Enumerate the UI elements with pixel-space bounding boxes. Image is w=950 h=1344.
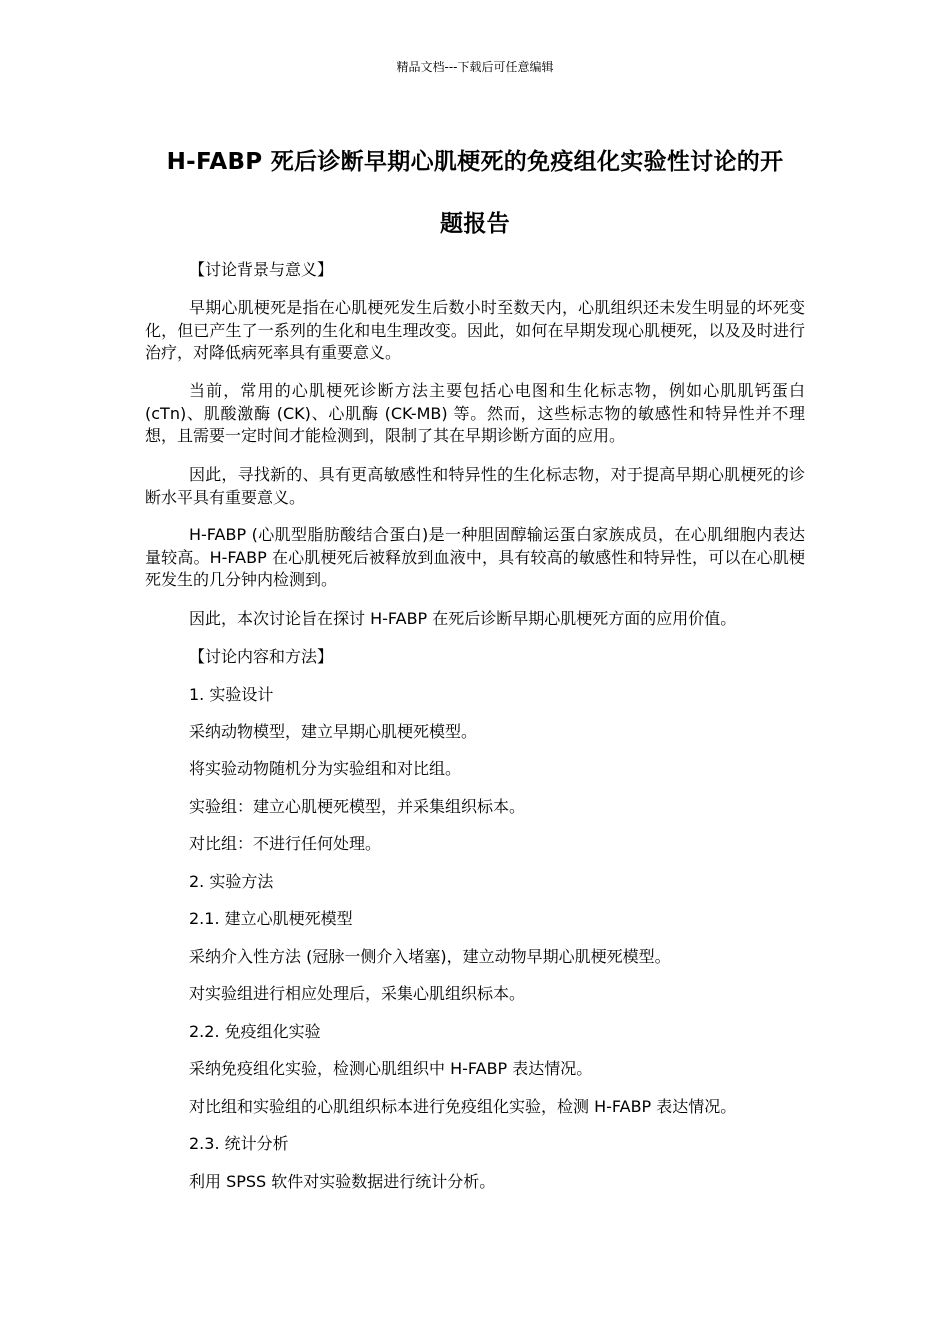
paragraph: 将实验动物随机分为实验组和对比组。: [189, 759, 462, 778]
paragraph: H-FABP (心肌型脂肪酸结合蛋白)是一种胆固醇输运蛋白家族成员，在心肌细胞内表达量较高。H-FABP 在心肌梗死后被释放到血液中，具有较高的敏感性和特异性，可以在心肌梗死发生的几分钟内检测到。: [145, 525, 805, 589]
page-header: 精品文档---下载后可任意编辑: [396, 60, 554, 74]
paragraph: 早期心肌梗死是指在心肌梗死发生后数小时至数天内，心肌组织还未发生明显的坏死变化，但已产生了一系列的生化和电生理改变。因此，如何在早期发现心肌梗死，以及及时进行治疗，对降低病死率具有重要意义。: [145, 298, 805, 362]
section-heading-methods: 【讨论内容和方法】: [189, 647, 334, 666]
paragraph: 实验组：建立心肌梗死模型，并采集组织标本。: [189, 797, 526, 816]
paragraph: 当前，常用的心肌梗死诊断方法主要包括心电图和生化标志物，例如心肌肌钙蛋白 (cTn)、肌酸激酶 (CK)、心肌酶 (CK-MB) 等。然而，这些标志物的敏感性和特异性并不理想，且需要一定时间才能检测到，限制了其在早期诊断方面的应用。: [145, 381, 805, 445]
subheading: 2.2. 免疫组化实验: [189, 1022, 321, 1041]
paragraph: 利用 SPSS 软件对实验数据进行统计分析。: [189, 1172, 496, 1191]
paragraph: 采纳动物模型，建立早期心肌梗死模型。: [189, 722, 478, 741]
subheading: 1. 实验设计: [189, 685, 274, 704]
paragraph: 对比组和实验组的心肌组织标本进行免疫组化实验，检测 H-FABP 表达情况。: [189, 1097, 737, 1116]
paragraph: 因此，寻找新的、具有更高敏感性和特异性的生化标志物，对于提高早期心肌梗死的诊断水平具有重要意义。: [145, 465, 805, 507]
title-line-2: 题报告: [440, 211, 510, 237]
section-heading-background: 【讨论背景与意义】: [189, 260, 334, 279]
paragraph: 采纳免疫组化实验，检测心肌组织中 H-FABP 表达情况。: [189, 1059, 593, 1078]
subheading: 2.1. 建立心肌梗死模型: [189, 909, 353, 928]
title-line-1: H-FABP 死后诊断早期心肌梗死的免疫组化实验性讨论的开: [166, 149, 784, 175]
paragraph: 因此，本次讨论旨在探讨 H-FABP 在死后诊断早期心肌梗死方面的应用价值。: [189, 609, 737, 628]
paragraph: 采纳介入性方法 (冠脉一侧介入堵塞)，建立动物早期心肌梗死模型。: [189, 947, 671, 966]
paragraph: 对实验组进行相应处理后，采集心肌组织标本。: [189, 984, 526, 1003]
subheading: 2.3. 统计分析: [189, 1134, 289, 1153]
document-title: [120, 131, 830, 255]
subheading: 2. 实验方法: [189, 872, 274, 891]
paragraph: 对比组：不进行任何处理。: [189, 834, 382, 853]
